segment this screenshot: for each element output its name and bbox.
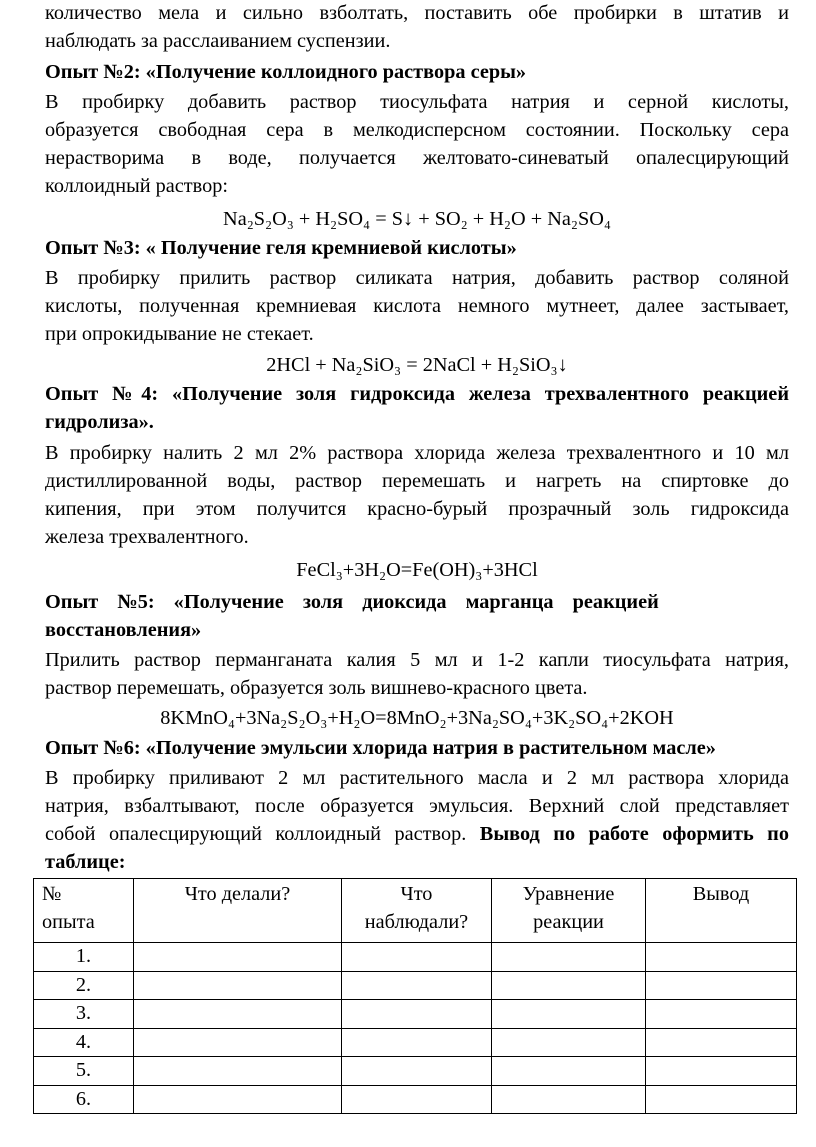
exp3-line-2: кислоты, полученная кремниевая кислота немного мутнеет, далее застывает, [45, 295, 789, 317]
cell-observed[interactable] [342, 1085, 492, 1114]
row-number: 5. [34, 1057, 134, 1086]
exp2-line-4: коллоидный раствор: [45, 175, 229, 197]
row-number: 4. [34, 1028, 134, 1057]
cell-equation[interactable] [492, 971, 646, 1000]
exp2-line-1: В пробирку добавить раствор тиосульфата натрия и серной кислоты, [45, 91, 789, 113]
cell-observed[interactable] [342, 943, 492, 972]
header-conclusion: Вывод [646, 879, 797, 943]
cell-equation[interactable] [492, 1085, 646, 1114]
exp6-line-3 [45, 821, 789, 849]
cell-conclusion[interactable] [646, 1028, 797, 1057]
exp4-line-3: кипения, при этом получится красно-бурый прозрачный золь гидроксида [45, 498, 789, 520]
cell-conclusion[interactable] [646, 1057, 797, 1086]
header-experiment-number: № опыта [34, 879, 134, 943]
table-row [34, 1057, 797, 1086]
exp4-line-2: дистиллированной воды, раствор перемешать и нагреть на спиртовке до [45, 470, 789, 492]
table-row [34, 943, 797, 972]
cell-observed[interactable] [342, 1000, 492, 1029]
exp4-title-line-2: гидролиза». [45, 411, 154, 433]
cell-conclusion[interactable] [646, 971, 797, 1000]
cell-equation[interactable] [492, 943, 646, 972]
intro-line-2: наблюдать за расслаиванием суспензии. [45, 30, 391, 52]
cell-what-did[interactable] [134, 1028, 342, 1057]
cell-equation[interactable] [492, 1028, 646, 1057]
results-table [33, 878, 797, 1114]
exp6-title: Опыт №6: «Получение эмульсии хлорида натрия в растительном масле» [45, 737, 716, 759]
exp5-line-1: Прилить раствор перманганата калия 5 мл и 1-2 капли тиосульфата натрия, [45, 649, 789, 671]
exp3-line-1: В пробирку прилить раствор силиката натрия, добавить раствор соляной [45, 267, 789, 289]
exp5-equation: 8KMnO₄+3Na₂S₂O₃+H₂O=8MnO₂+3Na₂SO₄+3K₂SO₄+2KOH [160, 707, 674, 729]
cell-equation[interactable] [492, 1057, 646, 1086]
exp3-equation: 2HCl + Na₂SiO₃ = 2NaCl + H₂SiO₃↓ [266, 354, 568, 376]
cell-what-did[interactable] [134, 1057, 342, 1086]
exp4-line-4: железа трехвалентного. [45, 526, 249, 548]
table-row [34, 1000, 797, 1029]
exp2-line-3: нерастворима в воде, получается желтовато-синеватый опалесцирующий [45, 147, 789, 169]
exp4-equation: FeCl₃+3H₂O=Fe(OH)₃+3HCl [296, 559, 538, 581]
table-header-row [34, 879, 797, 943]
exp2-line-2: образуется свободная сера в мелкодисперсном состоянии. Поскольку сера [45, 119, 789, 141]
exp2-equation: Na₂S₂O₃ + H₂SO₄ = S↓ + SO₂ + H₂O + Na₂SO₄ [223, 208, 611, 230]
exp6-line-1: В пробирку приливают 2 мл растительного масла и 2 мл раствора хлорида [45, 767, 789, 789]
exp6-line-2: натрия, взбалтывают, после образуется эмульсия. Верхний слой представляет [45, 795, 789, 817]
cell-what-did[interactable] [134, 971, 342, 1000]
exp5-line-2: раствор перемешать, образуется золь вишнево-красного цвета. [45, 677, 588, 699]
table-row [34, 971, 797, 1000]
intro-line-1: количество мела и сильно взболтать, поставить обе пробирки в штатив и [45, 2, 789, 24]
row-number: 6. [34, 1085, 134, 1114]
header-observed: Что наблюдали? [342, 879, 492, 943]
exp4-line-1: В пробирку налить 2 мл 2% раствора хлорида железа трехвалентного и 10 мл [45, 442, 789, 464]
cell-what-did[interactable] [134, 1000, 342, 1029]
exp2-title: Опыт №2: «Получение коллоидного раствора серы» [45, 61, 527, 83]
cell-conclusion[interactable] [646, 1085, 797, 1114]
exp6-conclusion-instruction: Вывод по работе оформить по [479, 823, 789, 845]
exp4-title-line-1: Опыт №4: «Получение золя гидроксида железа трехвалентного реакцией [45, 383, 789, 405]
cell-what-did[interactable] [134, 1085, 342, 1114]
cell-conclusion[interactable] [646, 1000, 797, 1029]
exp5-title-line-2: восстановления» [45, 619, 202, 641]
exp3-title: Опыт №3: « Получение геля кремниевой кислоты» [45, 237, 517, 259]
header-reaction-equation: Уравнение реакции [492, 879, 646, 943]
row-number: 3. [34, 1000, 134, 1029]
exp5-title-line-1: Опыт №5: «Получение золя диоксида марганца реакцией [45, 591, 659, 613]
row-number: 1. [34, 943, 134, 972]
exp6-line-4: таблице: [45, 851, 126, 873]
cell-observed[interactable] [342, 1028, 492, 1057]
cell-what-did[interactable] [134, 943, 342, 972]
exp3-line-3: при опрокидывание не стекает. [45, 323, 314, 345]
row-number: 2. [34, 971, 134, 1000]
cell-observed[interactable] [342, 1057, 492, 1086]
cell-equation[interactable] [492, 1000, 646, 1029]
header-what-did: Что делали? [134, 879, 342, 943]
cell-observed[interactable] [342, 971, 492, 1000]
exp6-line-3-plain: собой опалесцирующий коллоидный раствор. [45, 823, 480, 845]
table-row [34, 1085, 797, 1114]
table-row [34, 1028, 797, 1057]
cell-conclusion[interactable] [646, 943, 797, 972]
